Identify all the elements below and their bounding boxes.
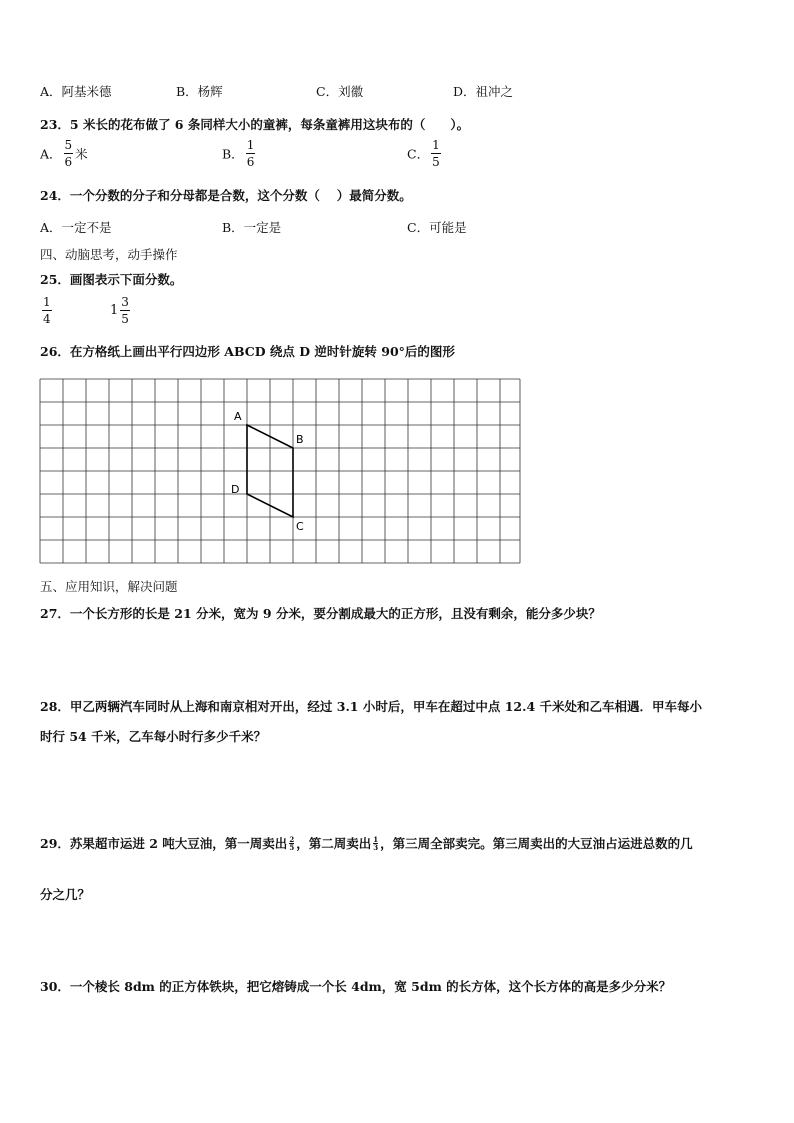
q23-option-c-fraction [431,139,441,168]
q27-text: 27．一个长方形的长是 21 分米，宽为 9 分米，要分割成最大的正方形，且没有剩余，能分多少块？ [40,606,601,621]
q23-stem: 23．5 米长的花布做了 6 条同样大小的童裤，每条童裤用这块布的（ ）。 [40,117,470,132]
section-heading-5: 五、应用知识，解决问题 [40,579,178,594]
point-label-a: A [234,410,242,423]
fraction-denominator: 5 [121,312,129,326]
mixed-number-whole: 1 [110,303,119,318]
q23-option-c [407,139,443,168]
q30-text: 30．一个棱长 8dm 的正方体铁块，把它熔铸成一个长 4dm，宽 5dm 的长方体，这个长方体的高是多少分米？ [40,979,672,994]
q29-part-3: ，第三周全部卖完。第三周卖出的大豆油占运进总数的几 [380,836,693,851]
q28-line-2: 时行 54 千米，乙车每小时行多少千米？ [40,729,267,744]
q22-option-d: D．祖冲之 [453,84,514,99]
fraction-numerator: 1 [246,138,255,152]
q23-option-b [222,139,257,168]
q28-line-1: 28．甲乙两辆汽车同时从上海和南京相对开出，经过 3.1 小时后，甲车在超过中点 12.4 千米处和乙车相遇．甲车每小 [40,699,702,714]
fraction-numerator: 1 [43,295,51,309]
q29-part-2: ，第二周卖出 [296,836,372,851]
q24-option-b: B．一定是 [222,220,282,235]
q25-fraction-2 [110,296,132,325]
q23-option-a-fraction [64,139,74,168]
q23-option-a [40,139,88,168]
fraction-numerator: 2 [289,834,295,844]
q26-stem: 26．在方格纸上画出平行四边形 ABCD 绕点 D 逆时针旋转 90°后的图形 [40,344,455,359]
q22-option-a: A．阿基米德 [40,84,112,99]
q29-fraction-1 [289,836,294,851]
point-label-c: C [296,520,304,533]
fraction-denominator: 6 [246,155,255,169]
q24-option-a: A．一定不是 [40,220,112,235]
q23-option-b-fraction [246,139,256,168]
q29-line-1 [40,834,693,852]
fraction-denominator: 5 [432,155,440,169]
fraction-numerator: 1 [432,138,440,152]
q29-part-1: 29．苏果超市运进 2 吨大豆油，第一周卖出 [40,836,288,851]
fraction-numerator: 3 [121,295,129,309]
point-label-b: B [296,433,304,446]
grid-lines [40,379,520,563]
fraction-denominator: 4 [43,312,51,326]
q22-option-c: C．刘徽 [316,84,364,99]
grid-paper [38,377,522,567]
section-heading-4: 四、动脑思考，动手操作 [40,247,178,262]
q29-fraction-2 [373,836,378,851]
q29-line-2: 分之几？ [40,887,91,902]
q24-stem: 24．一个分数的分子和分母都是合数，这个分数（ ）最简分数。 [40,188,412,203]
q25-stem: 25．画图表示下面分数。 [40,272,183,287]
q23-option-b-label: B． [222,146,244,162]
q25-fraction-1 [40,296,54,325]
q24-option-c: C．可能是 [407,220,467,235]
fraction-denominator: 5 [289,842,295,852]
fraction-numerator: 1 [373,834,379,844]
fraction-numerator: 5 [64,138,73,152]
fraction-denominator: 3 [373,842,379,852]
point-label-d: D [231,483,240,496]
q23-option-a-unit: 米 [75,146,88,162]
q22-option-b: B．杨辉 [176,84,223,99]
q23-option-c-label: C． [407,146,430,162]
q23-option-a-label: A． [40,146,62,162]
fraction-denominator: 6 [64,155,73,169]
